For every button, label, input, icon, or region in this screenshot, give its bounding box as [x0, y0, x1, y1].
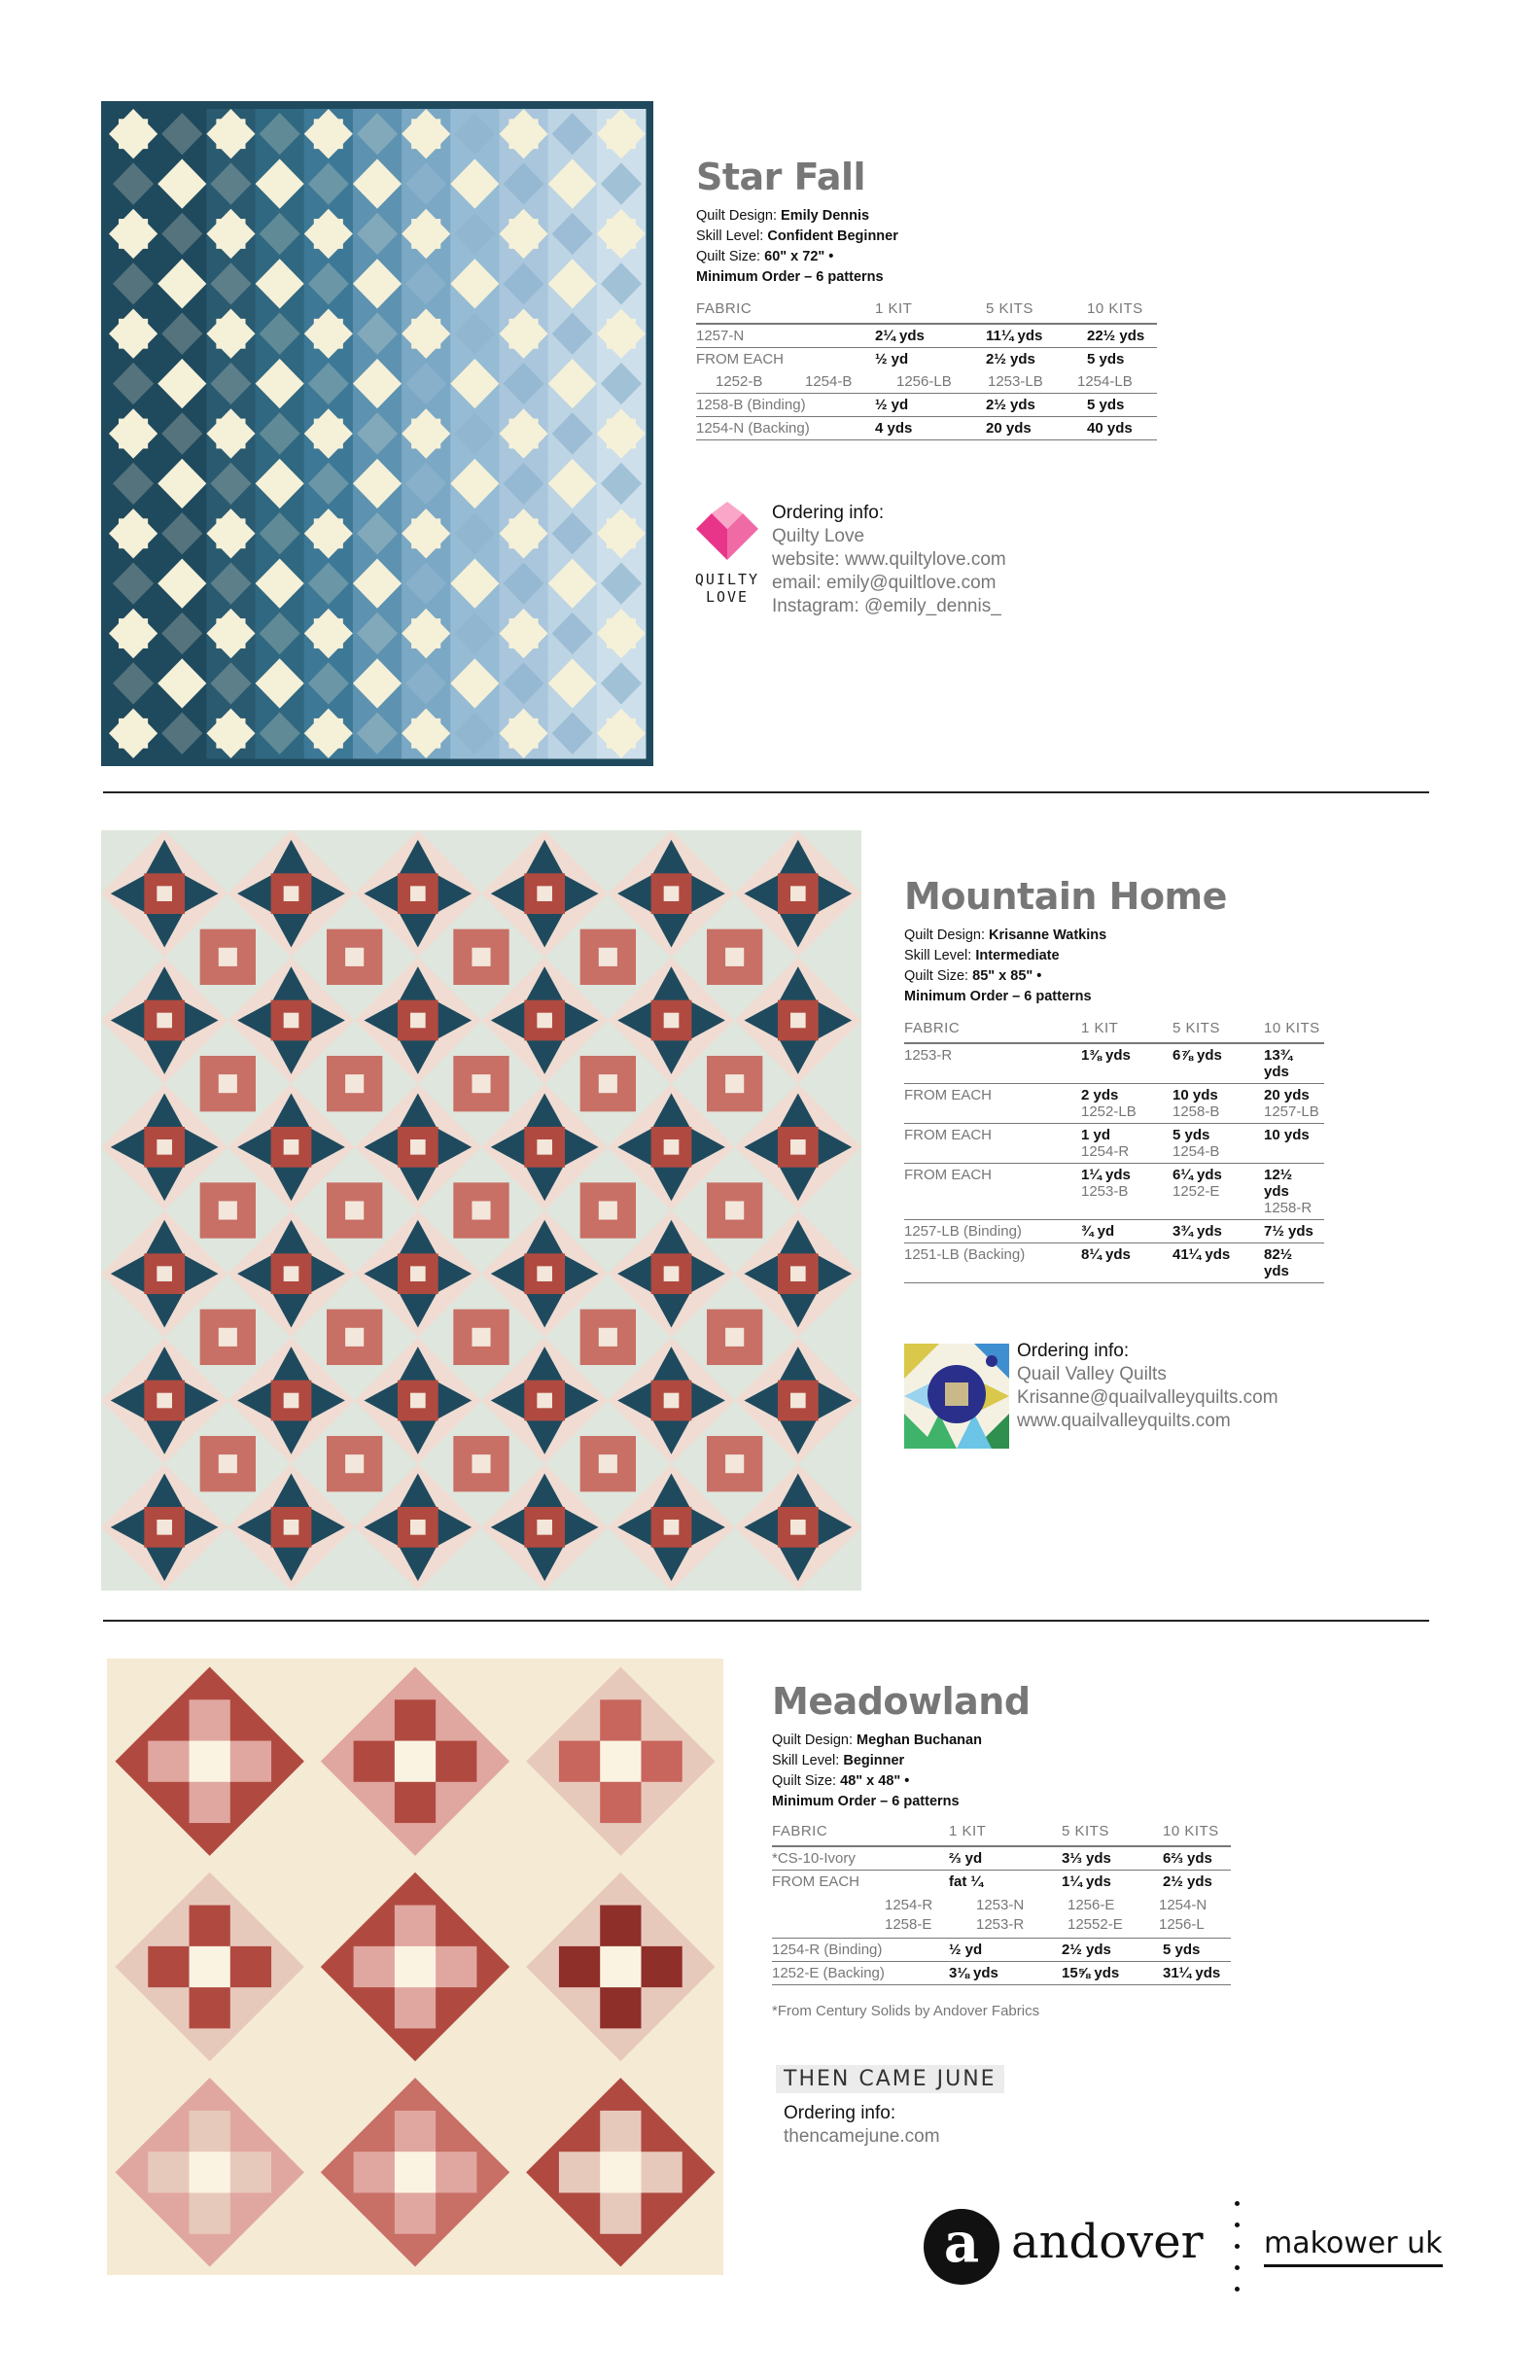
- andover-logo-mark: a: [924, 2209, 999, 2285]
- center-square: [537, 1266, 552, 1281]
- center-square: [664, 1520, 680, 1535]
- center-square: [537, 1139, 552, 1155]
- center-square: [790, 1393, 806, 1409]
- nine-patch-center: [725, 1074, 744, 1093]
- star-center: [607, 618, 636, 648]
- center-square: [600, 2152, 641, 2192]
- center-square: [395, 1741, 436, 1782]
- center-square: [664, 1139, 680, 1155]
- center-square: [284, 1520, 299, 1535]
- star-center: [119, 718, 148, 749]
- fabric-table: FABRIC 1 KIT 5 KITS 10 KITS 1257-N 2¼ yds 11¼ yds 22½ yds FROM EACH ½ yd 2½ yds 5 yds 1252-B 1254-B 1256-LB 1253-LB 1254-LB 1258-B (Binding) ½ yd 2½ yds 5 yds 1254-N (Backing) 4 yds 20 yds 40 yds: [696, 298, 1157, 440]
- star-center: [216, 219, 245, 249]
- nine-patch-center: [472, 1201, 490, 1219]
- nine-patch-center: [345, 1454, 364, 1473]
- center-square: [157, 886, 172, 901]
- nine-patch-center: [219, 1328, 237, 1347]
- star-center: [216, 718, 245, 749]
- nine-patch-center: [219, 948, 237, 966]
- star-center: [119, 419, 148, 449]
- center-square: [790, 1013, 806, 1029]
- star-center: [314, 718, 343, 749]
- center-square: [790, 1520, 806, 1535]
- nine-patch-center: [725, 948, 744, 966]
- star-center: [411, 419, 440, 449]
- pattern-meta: Quilt Design: Emily Dennis Skill Level: Confident Beginner Quilt Size: 60" x 72" • Minimum Order – 6 patterns: [696, 208, 898, 285]
- center-square: [410, 1266, 426, 1281]
- star-center: [508, 219, 538, 249]
- andover-wordmark: andover: [1011, 2215, 1204, 2269]
- center-square: [790, 886, 806, 901]
- pattern-meta: Quilt Design: Krisanne Watkins Skill Level: Intermediate Quilt Size: 85" x 85" • Minimum Order – 6 patterns: [904, 928, 1107, 1004]
- center-square: [284, 1139, 299, 1155]
- nine-patch-center: [599, 948, 617, 966]
- nine-patch-center: [219, 1074, 237, 1093]
- center-square: [600, 1741, 641, 1782]
- mountain-home-quilt-image: [101, 830, 861, 1591]
- center-square: [537, 1013, 552, 1029]
- star-center: [508, 119, 538, 149]
- star-center: [314, 319, 343, 349]
- nine-patch-center: [599, 1074, 617, 1093]
- center-square: [410, 886, 426, 901]
- center-square: [664, 886, 680, 901]
- star-center: [216, 518, 245, 548]
- star-center: [508, 718, 538, 749]
- star-center: [508, 419, 538, 449]
- quilty-love-logo: QUILTY LOVE: [688, 502, 766, 616]
- star-center: [314, 618, 343, 648]
- nine-patch-center: [472, 1454, 490, 1473]
- star-center: [607, 419, 636, 449]
- center-square: [790, 1266, 806, 1281]
- star-center: [508, 618, 538, 648]
- center-square: [664, 1013, 680, 1029]
- nine-patch-center: [599, 1454, 617, 1473]
- center-square: [790, 1139, 806, 1155]
- pattern-title: Meadowland: [772, 1680, 1031, 1723]
- star-center: [314, 119, 343, 149]
- star-fall-quilt-image: [101, 101, 653, 766]
- nine-patch-center: [345, 948, 364, 966]
- center-square: [395, 1946, 436, 1987]
- nine-patch-center: [345, 1328, 364, 1347]
- center-square: [157, 1266, 172, 1281]
- star-center: [607, 119, 636, 149]
- center-square: [157, 1013, 172, 1029]
- star-center: [607, 518, 636, 548]
- center-square: [410, 1139, 426, 1155]
- pattern-title: Mountain Home: [904, 875, 1227, 918]
- brand-divider-dots: [1233, 2201, 1241, 2294]
- center-square: [284, 1266, 299, 1281]
- ordering-info: Ordering info: Quilty Love website: www.quiltylove.com email: emily@quiltlove.com Instagram: @emily_dennis_: [772, 503, 1006, 616]
- then-came-june-logo: THEN CAME JUNE: [776, 2065, 1004, 2093]
- star-center: [607, 319, 636, 349]
- star-center: [314, 219, 343, 249]
- center-square: [537, 1393, 552, 1409]
- meadowland-quilt-image: [107, 1659, 723, 2275]
- star-center: [411, 618, 440, 648]
- makower-wordmark: makower uk: [1264, 2226, 1443, 2267]
- footnote: *From Century Solids by Andover Fabrics: [772, 2003, 1040, 2019]
- star-center: [314, 419, 343, 449]
- center-square: [284, 886, 299, 901]
- star-center: [411, 119, 440, 149]
- center-square: [190, 1741, 230, 1782]
- center-square: [537, 1520, 552, 1535]
- nine-patch-center: [725, 1201, 744, 1219]
- star-center: [411, 219, 440, 249]
- star-center: [508, 319, 538, 349]
- star-center: [411, 518, 440, 548]
- center-square: [284, 1013, 299, 1029]
- section-divider: [103, 791, 1429, 793]
- star-center: [508, 518, 538, 548]
- star-center: [411, 718, 440, 749]
- center-square: [190, 1946, 230, 1987]
- center-square: [600, 1946, 641, 1987]
- star-center: [607, 219, 636, 249]
- nine-patch-center: [472, 1328, 490, 1347]
- nine-patch-center: [472, 1074, 490, 1093]
- nine-patch-center: [725, 1328, 744, 1347]
- center-square: [157, 1139, 172, 1155]
- nine-patch-center: [599, 1328, 617, 1347]
- pattern-title: Star Fall: [696, 156, 866, 198]
- center-square: [157, 1520, 172, 1535]
- pattern-meta: Quilt Design: Meghan Buchanan Skill Level: Beginner Quilt Size: 48" x 48" • Minimum Order – 6 patterns: [772, 1732, 982, 1809]
- center-square: [395, 2152, 436, 2192]
- star-center: [314, 518, 343, 548]
- ordering-info: Ordering info: Quail Valley Quilts Krisanne@quailvalleyquilts.com www.quailvalleyquilts.com: [1017, 1341, 1278, 1431]
- nine-patch-center: [219, 1454, 237, 1473]
- nine-patch-center: [472, 948, 490, 966]
- center-square: [284, 1393, 299, 1409]
- center-square: [664, 1266, 680, 1281]
- center-square: [190, 2152, 230, 2192]
- nine-patch-center: [599, 1201, 617, 1219]
- star-center: [216, 319, 245, 349]
- star-center: [216, 419, 245, 449]
- star-center: [119, 219, 148, 249]
- nine-patch-center: [219, 1201, 237, 1219]
- center-square: [537, 886, 552, 901]
- ordering-info: Ordering info: thencamejune.com: [784, 2103, 940, 2147]
- star-center: [119, 119, 148, 149]
- section-divider: [103, 1620, 1429, 1622]
- center-square: [410, 1393, 426, 1409]
- star-center: [216, 618, 245, 648]
- star-center: [119, 319, 148, 349]
- star-center: [119, 518, 148, 548]
- star-center: [119, 618, 148, 648]
- nine-patch-center: [345, 1201, 364, 1219]
- star-center: [411, 319, 440, 349]
- heart-icon: [688, 502, 766, 562]
- fabric-table: FABRIC 1 KIT 5 KITS 10 KITS 1253-R 1⅜ yds 6⅞ yds 13¾ yds FROM EACH 2 yds 1252-LB 10 yds 1258-B 20 yds 1257-LB FROM EACH 1 yd 1254-R 5 yds 1254-B 10 yds FROM EACH 1¼ yds 1253-B 6¼ yds 1252-E 12½ yds 1258-R 1257-LB (Binding) ¾ yd 3¾ yds 7½ yds 1251-LB (Backing) 8¼ yds 41¼ yds 82½ yds: [904, 1017, 1324, 1283]
- star-center: [607, 718, 636, 749]
- nine-patch-center: [345, 1074, 364, 1093]
- center-square: [664, 1393, 680, 1409]
- star-center: [216, 119, 245, 149]
- center-square: [410, 1013, 426, 1029]
- fabric-table: FABRIC 1 KIT 5 KITS 10 KITS *CS-10-Ivory ⅔ yd 3⅓ yds 6⅔ yds FROM EACH fat ¼ 1¼ yds 2½ yds 1254-R 1253-N 1256-E 1254-N 1258-E 1253-R 12552-E 1256-L 1254-R (Binding) ½ yd 2½ yds 5 yds 1252-E (Backing) 3⅛ yds 15⅝ yds 31¼ yds: [772, 1820, 1231, 1985]
- nine-patch-center: [725, 1454, 744, 1473]
- center-square: [157, 1393, 172, 1409]
- quail-valley-logo: [904, 1344, 1009, 1449]
- center-square: [410, 1520, 426, 1535]
